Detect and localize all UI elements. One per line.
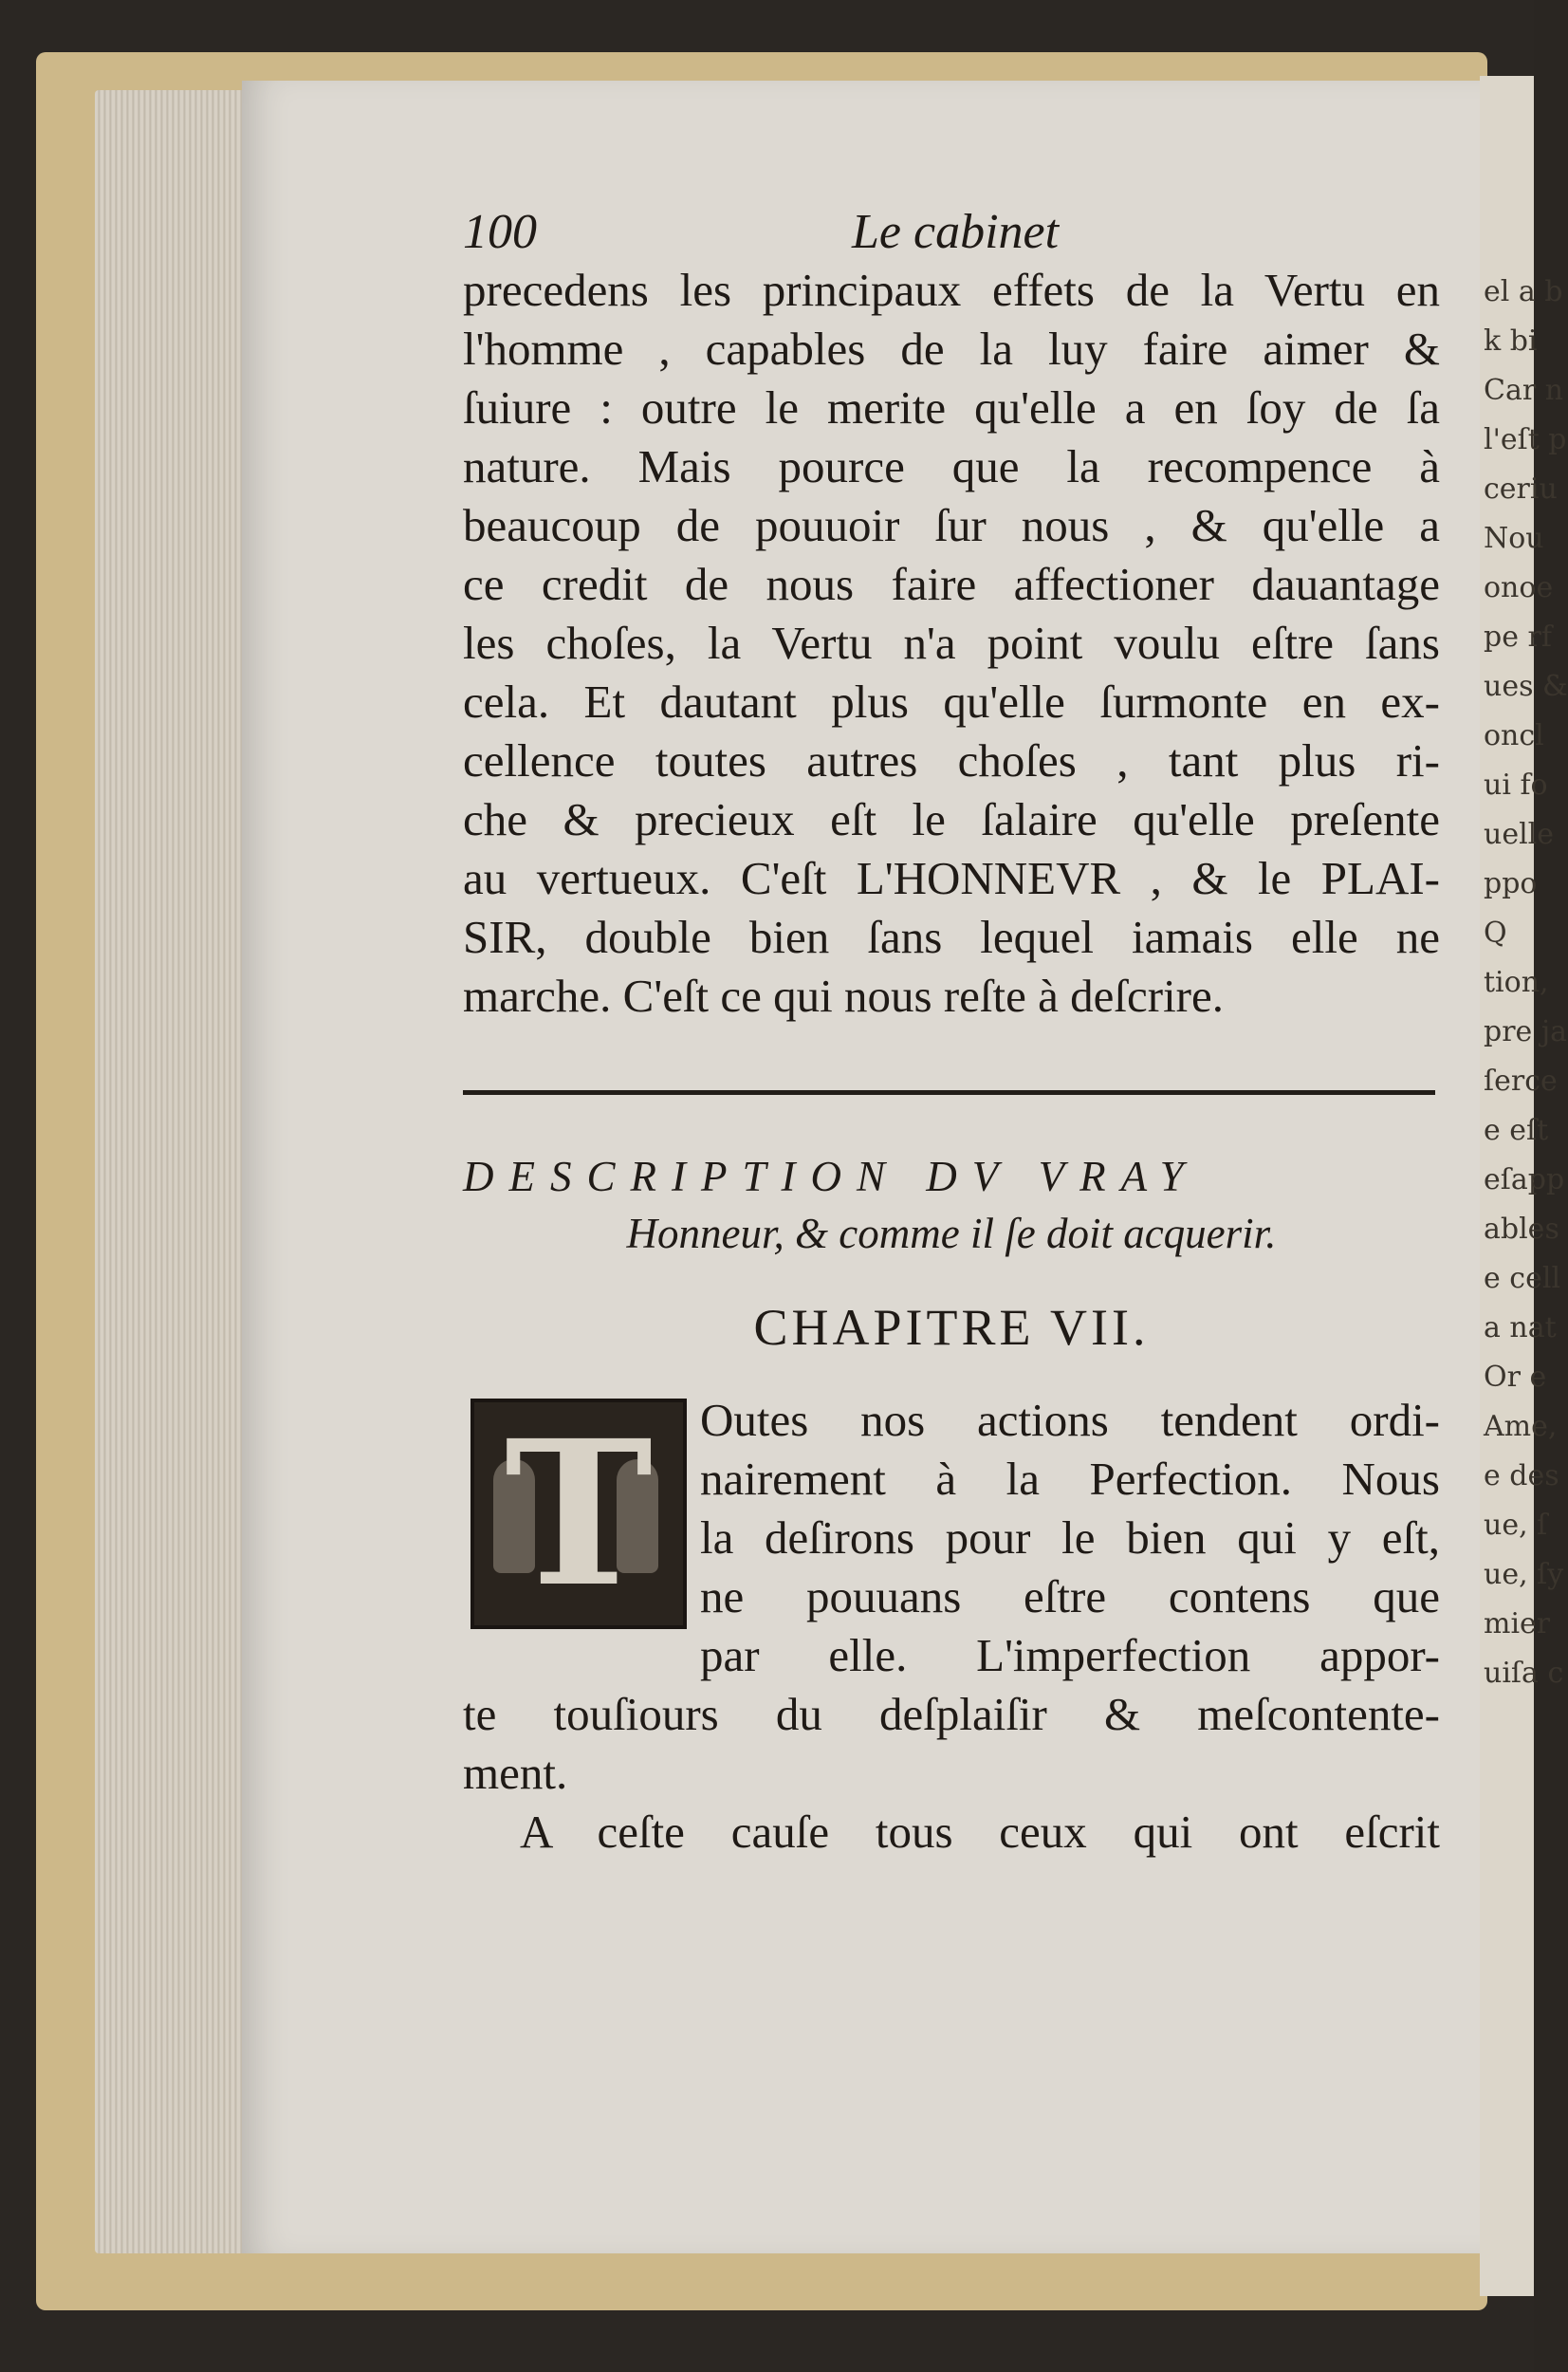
body-line: che & precieux eſt le ſalaire qu'elle preſente [463, 793, 1440, 845]
facing-page-fragment: el a b [1484, 275, 1563, 308]
opening-line: Outes nos actions tendent ordi- [700, 1394, 1440, 1446]
continuing-line: A ceſte cauſe tous ceux qui ont eſcrit [520, 1806, 1440, 1858]
page-number: 100 [463, 205, 537, 259]
facing-page-fragment: ue, ſ [1484, 1509, 1548, 1542]
opening-line: la deſirons pour le bien qui y eſt, [700, 1511, 1440, 1564]
facing-page-fragment: eſapp [1484, 1163, 1565, 1196]
body-line: les choſes, la Vertu n'a point voulu eſtre ſans [463, 617, 1440, 669]
facing-page-fragment: uiſa c [1484, 1657, 1564, 1690]
opening-line: nairement à la Perfection. Nous [700, 1453, 1440, 1505]
continuing-line: te touſiours du deſplaiſir & meſcontente- [463, 1688, 1440, 1740]
chapter-opening [463, 1391, 1440, 1862]
body-paragraph [463, 261, 1440, 1026]
facing-page-fragment: ppo [1484, 867, 1538, 900]
running-head [463, 185, 1440, 261]
facing-page-fragment: ue, ſy [1484, 1558, 1564, 1591]
facing-page-fragment: ceriu [1484, 473, 1558, 506]
facing-page-fragment: ſerce [1484, 1065, 1558, 1098]
facing-page-fragment: e cell [1484, 1262, 1561, 1295]
facing-page-fragment: ues & [1484, 670, 1568, 703]
body-line: nature. Mais pource que la recompence à [463, 440, 1440, 492]
facing-page-fragment: onoe [1484, 571, 1554, 604]
body-line: precedens les principaux effets de la Vertu en [463, 264, 1440, 316]
body-line: cela. Et dautant plus qu'elle ſurmonte en ex- [463, 676, 1440, 728]
body-line: cellence toutes autres choſes , tant plus ri- [463, 734, 1440, 787]
chapter-subheading: Honneur, & comme il ſe doit acquerir. [626, 1210, 1277, 1257]
facing-page-fragment: e eſt [1484, 1114, 1549, 1147]
woodcut-initial-icon [470, 1399, 687, 1629]
body-line: l'homme , capables de la luy faire aimer & [463, 323, 1440, 375]
page-edges [95, 90, 256, 2253]
facing-page-fragment: Nou [1484, 522, 1544, 555]
body-line: SIR, double bien ſans lequel iamais elle ne [463, 911, 1440, 963]
section-rule [463, 1090, 1435, 1095]
continuing-line: ment. [463, 1747, 568, 1799]
body-line: ce credit de nous faire affectioner dauantage [463, 558, 1440, 610]
facing-page-fragment: tion, [1484, 966, 1549, 999]
opening-line: par elle. L'imperfection appor- [700, 1629, 1440, 1681]
body-line: beaucoup de pouuoir ſur nous , & qu'elle a [463, 499, 1440, 551]
page-content [463, 185, 1440, 1862]
facing-page-fragment: ui fo [1484, 769, 1548, 802]
facing-page-fragment: pe rf [1484, 621, 1552, 654]
chapter-heading: DESCRIPTION DV VRAY [463, 1153, 1199, 1200]
continuing-lines [463, 1685, 1440, 1862]
facing-page-fragment: mier [1484, 1607, 1551, 1640]
initial-letter: T [504, 1397, 654, 1631]
running-title: Le cabinet [852, 205, 1060, 259]
facing-page-edge [1480, 76, 1568, 2296]
facing-page-fragment: oncl [1484, 719, 1544, 752]
body-line: au vertueux. C'eſt L'HONNEVR , & le PLAI- [463, 852, 1440, 904]
facing-page-fragment: pre ja [1484, 1015, 1568, 1048]
facing-page-fragment: Car n [1484, 374, 1564, 407]
facing-page-fragment: a nat [1484, 1311, 1557, 1344]
facing-page-fragment: e des [1484, 1459, 1559, 1492]
opening-line: ne pouuans eſtre contens que [700, 1570, 1440, 1622]
facing-page-fragment: Q [1484, 917, 1507, 950]
body-line: ſuiure : outre le merite qu'elle a en ſoy de ſa [463, 381, 1440, 434]
body-line: marche. C'eſt ce qui nous reſte à deſcrire. [463, 970, 1224, 1022]
chapter-label: CHAPITRE VII. [753, 1299, 1150, 1356]
facing-page-fragment: Ame, [1484, 1410, 1558, 1443]
facing-page-fragment: uelle [1484, 818, 1555, 851]
facing-page-fragment: Or e [1484, 1361, 1547, 1394]
facing-page-fragment: ables [1484, 1213, 1559, 1246]
facing-page-fragment: l'eſt p [1484, 423, 1567, 456]
facing-page-fragment: k bi [1484, 324, 1538, 358]
